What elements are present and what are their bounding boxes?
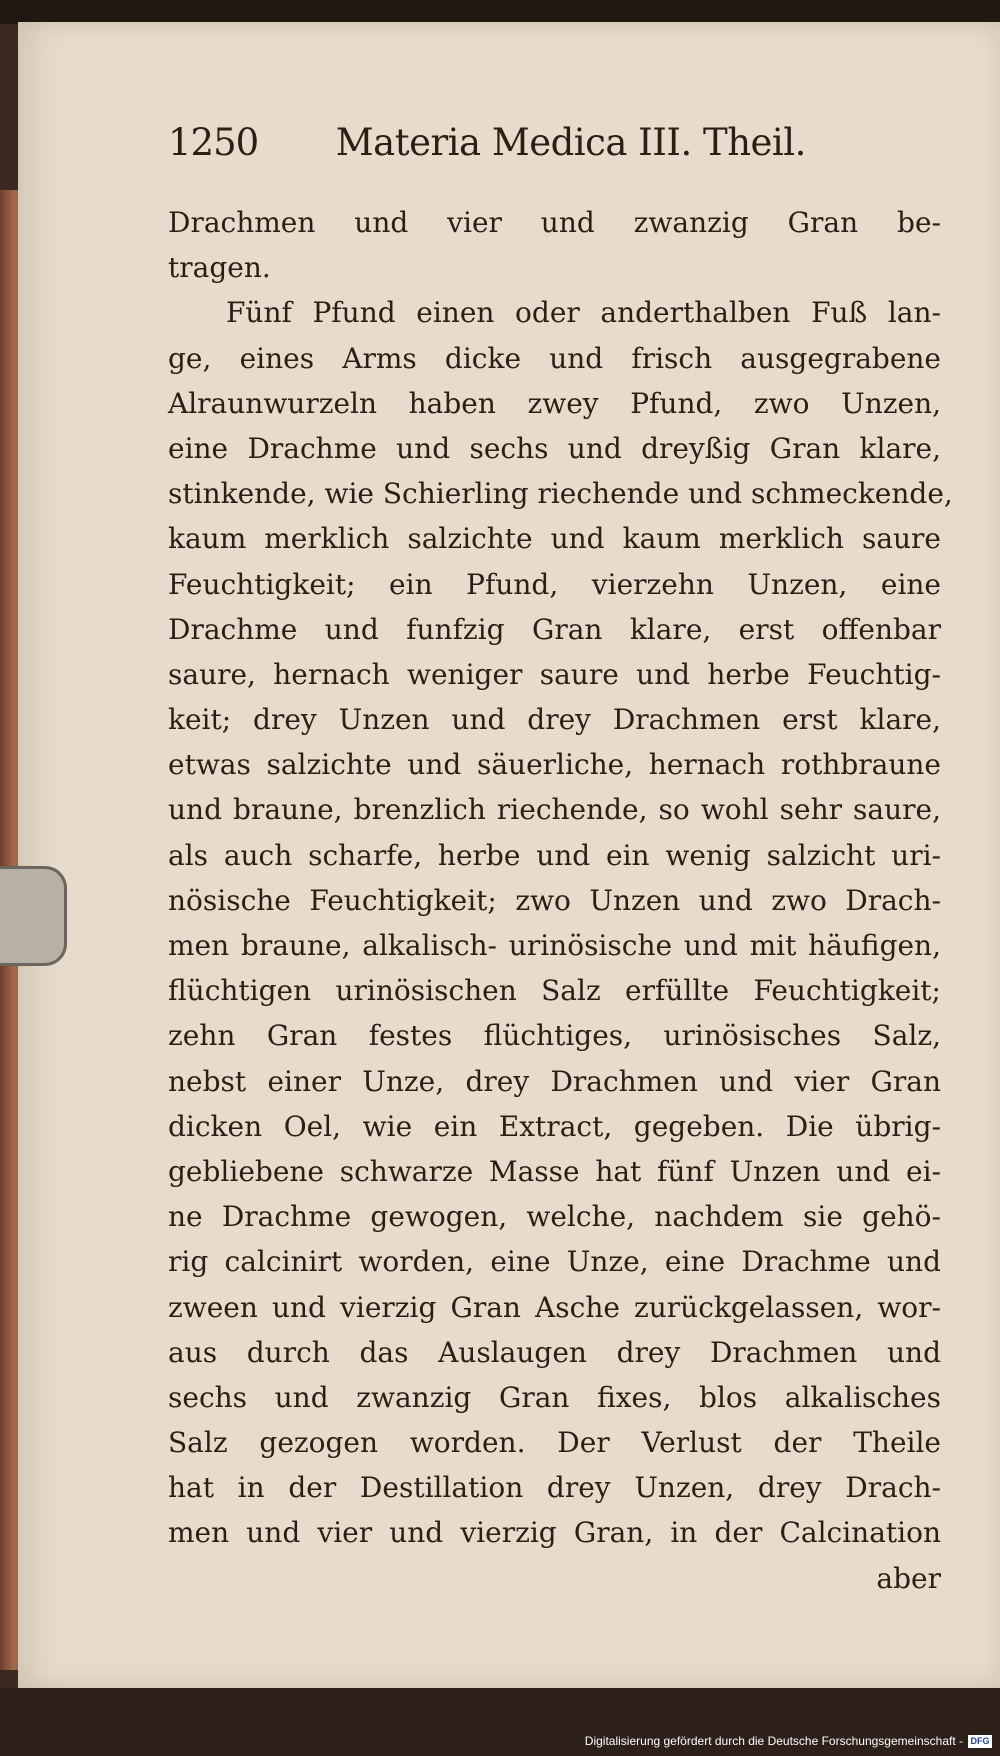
running-head xyxy=(168,118,888,168)
text-line: Fünf Pfund einen oder anderthalben Fuß lan- xyxy=(226,296,941,330)
text-line: dicken Oel, wie ein Extract, gegeben. Die übrig- xyxy=(168,1109,941,1143)
text-line: ge, eines Arms dicke und frisch ausgegrabene xyxy=(168,341,941,375)
page-clip xyxy=(0,866,67,966)
text-line: tragen. xyxy=(168,251,271,285)
credit-text: Digitalisierung gefördert durch die Deutsche Forschungsgemeinschaft - xyxy=(584,1734,963,1748)
text-line: men braune, alkalisch- urinösische und mit häufigen, xyxy=(168,929,941,962)
dfg-logo: DFG xyxy=(968,1735,992,1748)
text-line: eine Drachme und sechs und dreyßig Gran klare, xyxy=(168,431,941,465)
text-line: etwas salzichte und säuerliche, hernach rothbraune xyxy=(168,748,941,782)
digitization-credit xyxy=(585,1734,992,1748)
text-line: keit; drey Unzen und drey Drachmen erst klare, xyxy=(168,703,941,737)
text-line: zehn Gran festes flüchtiges, urinösisches Salz, xyxy=(168,1019,941,1053)
text-line: stinkende, wie Schierling riechende und schmeckende, xyxy=(168,477,953,511)
text-line: saure, hernach weniger saure und herbe Feuchtig- xyxy=(168,657,941,691)
text-line: nösische Feuchtigkeit; zwo Unzen und zwo Drach- xyxy=(168,883,941,917)
catchword: aber xyxy=(876,1561,941,1595)
text-line: Drachmen und vier und zwanzig Gran be- xyxy=(168,206,941,239)
text-line: Feuchtigkeit; ein Pfund, vierzehn Unzen, eine xyxy=(168,567,941,601)
text-line: zween und vierzig Gran Asche zurückgelassen, wor- xyxy=(168,1290,941,1324)
text-line: gebliebene schwarze Masse hat fünf Unzen und ei- xyxy=(168,1154,941,1188)
text-line: Alraunwurzeln haben zwey Pfund, zwo Unzen, xyxy=(168,386,941,420)
running-title: Materia Medica III. Theil. xyxy=(335,121,806,164)
scan-top-border xyxy=(0,0,1000,24)
text-line: und braune, brenzlich riechende, so wohl sehr saure, xyxy=(168,793,941,827)
text-line: hat in der Destillation drey Unzen, drey Drach- xyxy=(168,1471,941,1505)
text-line: nebst einer Unze, drey Drachmen und vier Gran xyxy=(168,1064,941,1098)
text-line: Salz gezogen worden. Der Verlust der Theile xyxy=(168,1426,941,1460)
text-line: Drachme und funfzig Gran klare, erst offenbar xyxy=(168,612,941,646)
body-text xyxy=(168,200,953,1601)
text-line: aus durch das Auslaugen drey Drachmen und xyxy=(168,1335,941,1369)
text-line: rig calcinirt worden, eine Unze, eine Drachme und xyxy=(168,1245,941,1279)
text-line: men und vier und vierzig Gran, in der Calcination xyxy=(168,1516,941,1550)
text-line: als auch scharfe, herbe und ein wenig salzicht uri- xyxy=(168,838,941,872)
text-line: ne Drachme gewogen, welche, nachdem sie gehö- xyxy=(168,1200,941,1234)
text-line: kaum merklich salzichte und kaum merklich saure xyxy=(168,522,941,556)
text-line: sechs und zwanzig Gran fixes, blos alkalisches xyxy=(168,1380,941,1414)
text-line: flüchtigen urinösischen Salz erfüllte Feuchtigkeit; xyxy=(168,974,941,1008)
page-number: 1250 xyxy=(168,121,259,164)
